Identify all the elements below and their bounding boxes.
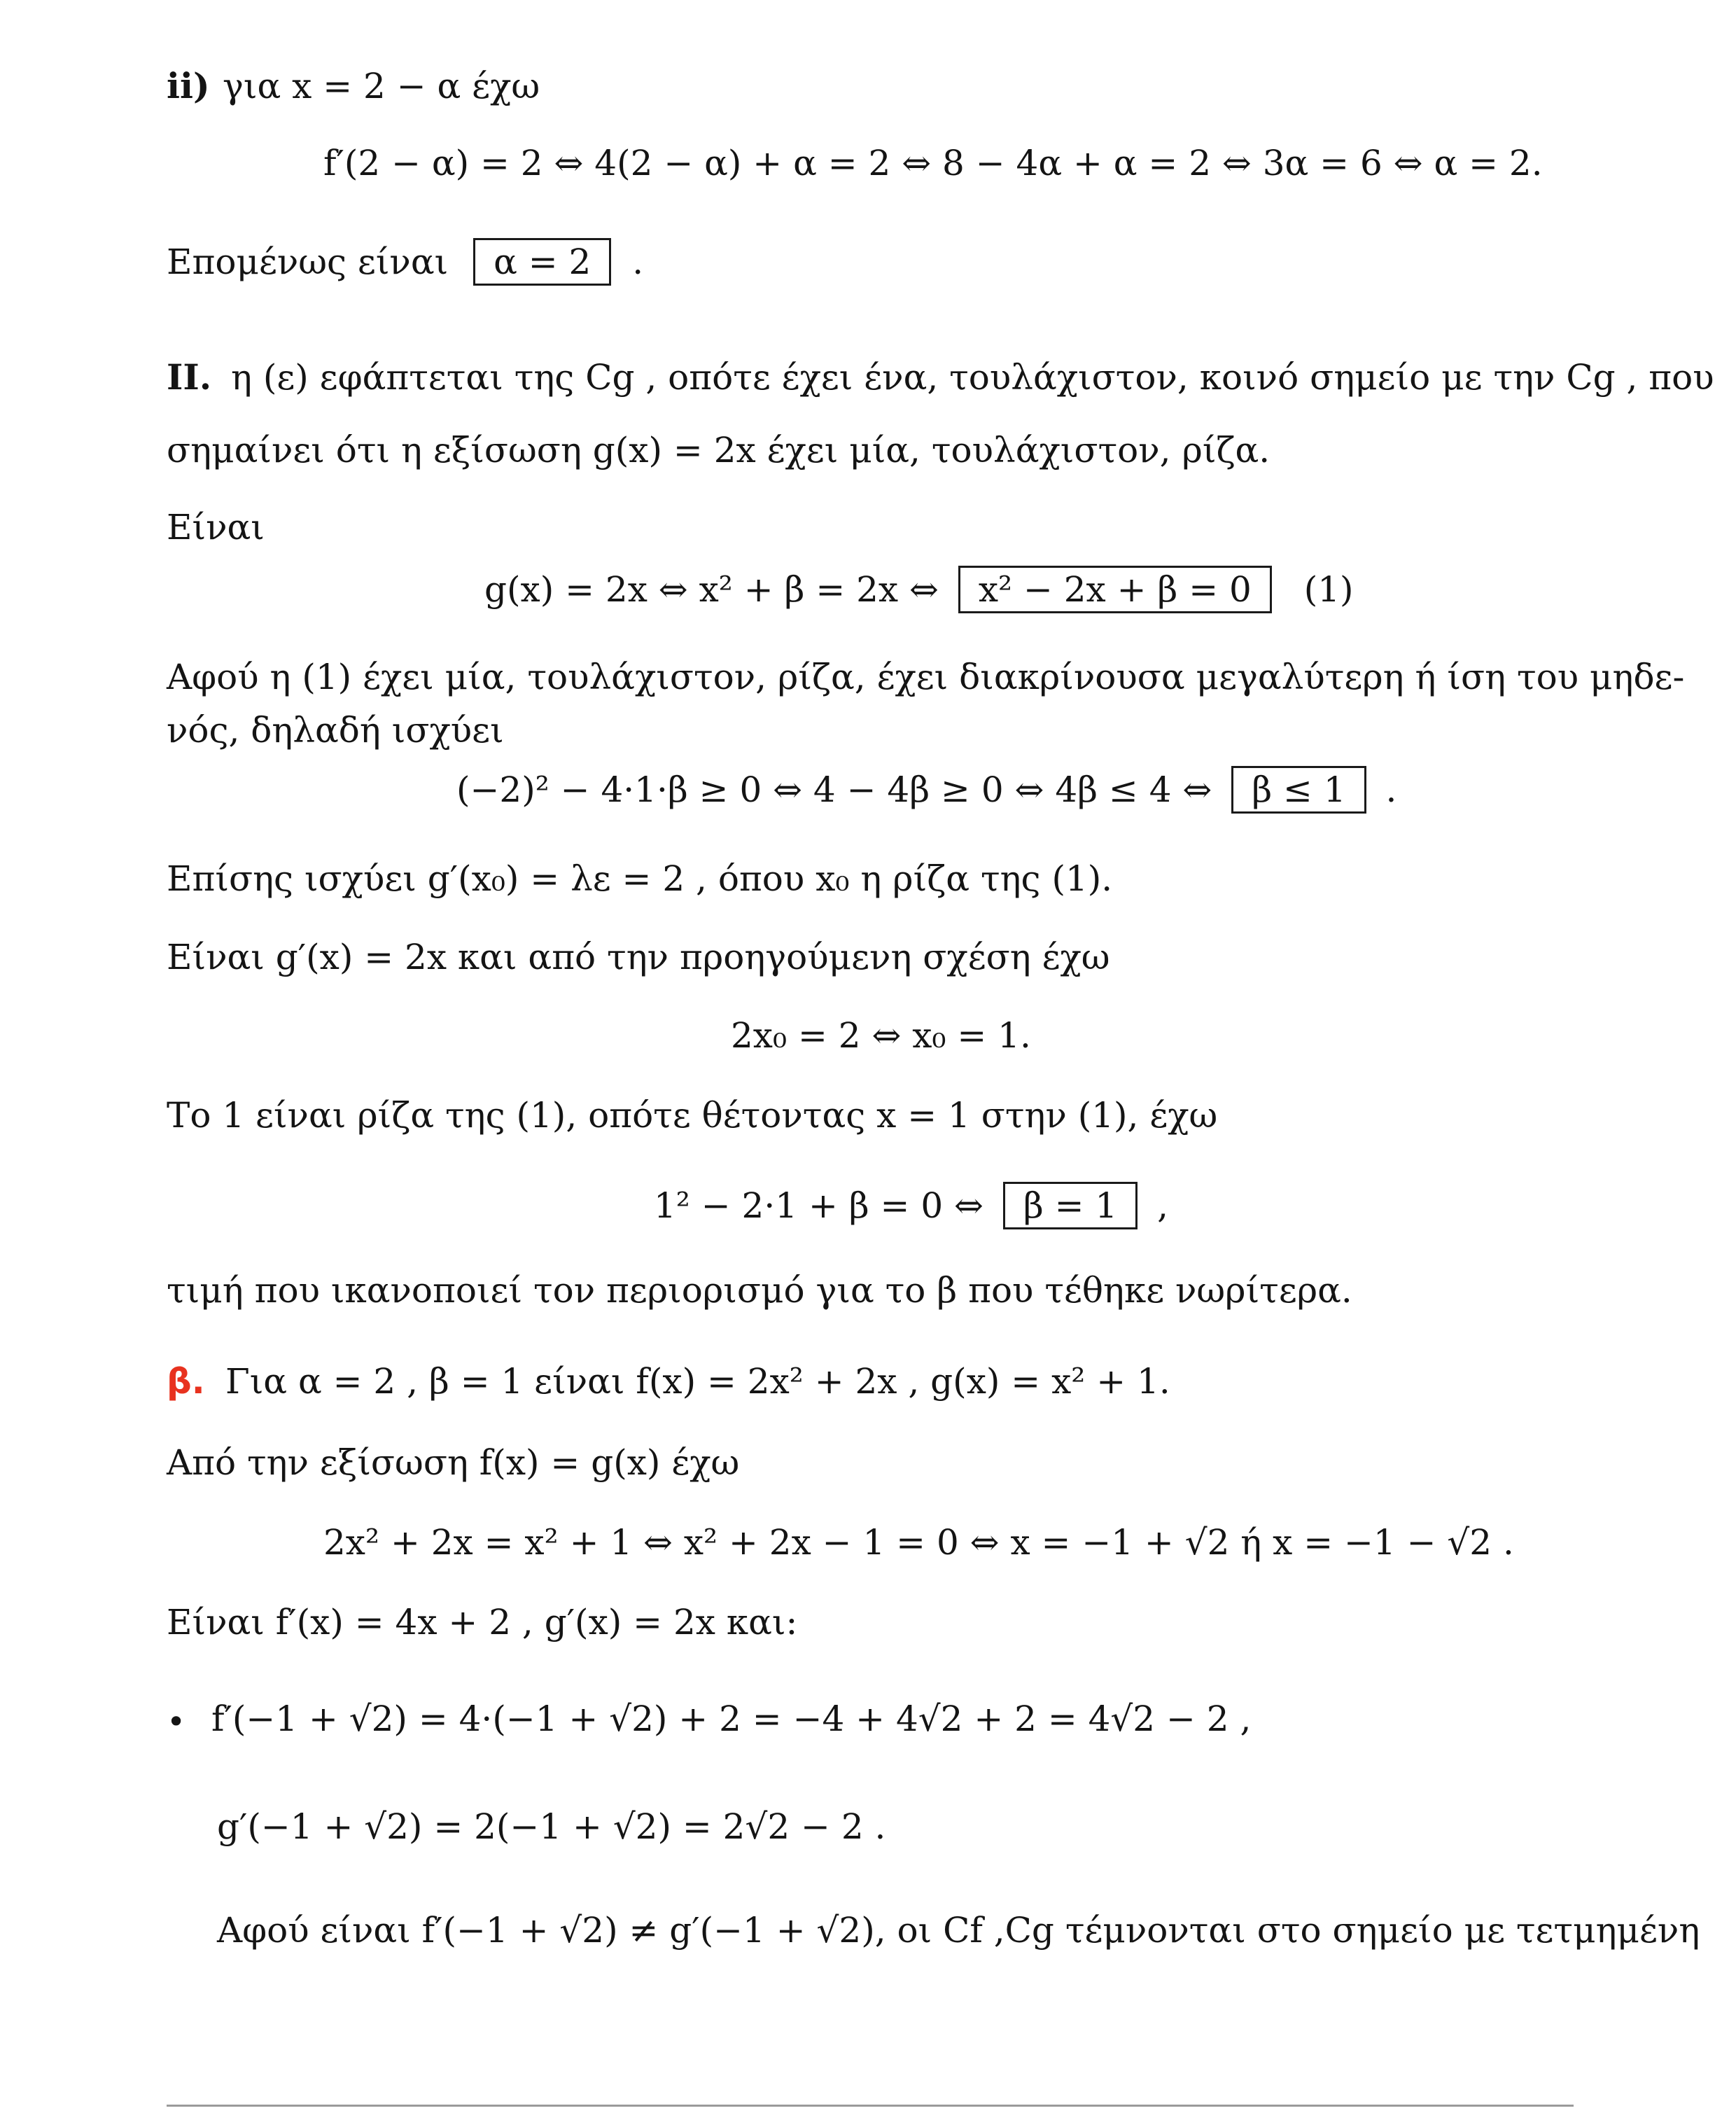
section-II-label: ΙΙ. (167, 356, 212, 398)
case-ii-text: για x = 2 − α έχω (223, 66, 540, 106)
case-ii-equation: f′(2 − α) = 2 ⇔ 4(2 − α) + α = 2 ⇔ 8 − 4α + α = 2 ⇔ 3α = 6 ⇔ α = 2. (323, 143, 1543, 183)
part-beta-label: β. (167, 1361, 205, 1402)
equation-1 (484, 566, 1354, 613)
quadratic-solution: 2x² + 2x = x² + 1 ⇔ x² + 2x − 1 = 0 ⇔ x = −1 + √2 ή x = −1 − √2 . (323, 1522, 1514, 1563)
x0-equation: 2x₀ = 2 ⇔ x₀ = 1. (731, 1015, 1031, 1056)
einai-3: Είναι f′(x) = 4x + 2 , g′(x) = 2x και: (167, 1602, 798, 1643)
to1-text: Το 1 είναι ρίζα της (1), οπότε θέτοντας x = 1 στην (1), έχω (167, 1095, 1218, 1136)
episis-text: Επίσης ισχύει g′(x₀) = λε = 2 , όπου x₀ η ρίζα της (1). (167, 858, 1113, 899)
boxed-beta-inequality: β ≤ 1 (1231, 766, 1366, 814)
bullet-point: • (167, 1703, 186, 1741)
afou-text-1: Αφού η (1) έχει μία, τουλάχιστον, ρίζα, έχει διακρίνουσα μεγαλύτερη ή ίση του μηδε- (167, 657, 1685, 697)
boxed-equation-1: x² − 2x + β = 0 (958, 566, 1272, 613)
comma: , (1157, 1185, 1169, 1226)
period: . (632, 242, 644, 282)
timi-text: τιμή που ικανοποιεί τον περιορισμό για το β που τέθηκε νωρίτερα. (167, 1270, 1352, 1311)
discriminant-equation (456, 766, 1396, 814)
period: . (1385, 769, 1397, 810)
equation-tag-1: (1) (1303, 569, 1354, 610)
discriminant-text: (−2)² − 4·1·β ≥ 0 ⇔ 4 − 4β ≥ 0 ⇔ 4β ≤ 4 ⇔ (456, 769, 1212, 810)
einai-2: Είναι g′(x) = 2x και από την προηγούμενη σχέση έχω (167, 937, 1110, 977)
equation-1-text: g(x) = 2x ⇔ x² + β = 2x ⇔ (484, 569, 939, 610)
g-prime-evaluation: g′(−1 + √2) = 2(−1 + √2) = 2√2 − 2 . (217, 1806, 886, 1847)
einai-1: Είναι (167, 507, 265, 548)
conclusion-alpha (167, 238, 643, 286)
case-ii-label: ii) (167, 65, 210, 106)
apo-text: Από την εξίσωση f(x) = g(x) έχω (167, 1442, 740, 1483)
afou-text-2: νός, δηλαδή ισχύει (167, 710, 504, 751)
footer-rule (167, 2105, 1574, 2107)
beta-equation (654, 1182, 1168, 1229)
conclusion-alpha-text: Επομένως είναι (167, 242, 449, 282)
section-II-text-2: σημαίνει ότι η εξίσωση g(x) = 2x έχει μία, τουλάχιστον, ρίζα. (167, 430, 1270, 470)
section-II-text: η (ε) εφάπτεται της Cg , οπότε έχει ένα, τουλάχιστον, κοινό σημείο με την Cg , που (231, 357, 1714, 398)
part-beta-text: Για α = 2 , β = 1 είναι f(x) = 2x² + 2x , g(x) = x² + 1. (225, 1361, 1170, 1402)
boxed-alpha-result: α = 2 (473, 238, 611, 286)
boxed-beta-result: β = 1 (1003, 1182, 1138, 1229)
beta-equation-text: 1² − 2·1 + β = 0 ⇔ (654, 1185, 983, 1226)
afou-last-text: Αφού είναι f′(−1 + √2) ≠ g′(−1 + √2), οι Cf ,Cg τέμνονται στο σημείο με τετμημένη (217, 1910, 1700, 1951)
f-prime-evaluation: f′(−1 + √2) = 4·(−1 + √2) + 2 = −4 + 4√2 + 2 = 4√2 − 2 , (211, 1699, 1252, 1739)
